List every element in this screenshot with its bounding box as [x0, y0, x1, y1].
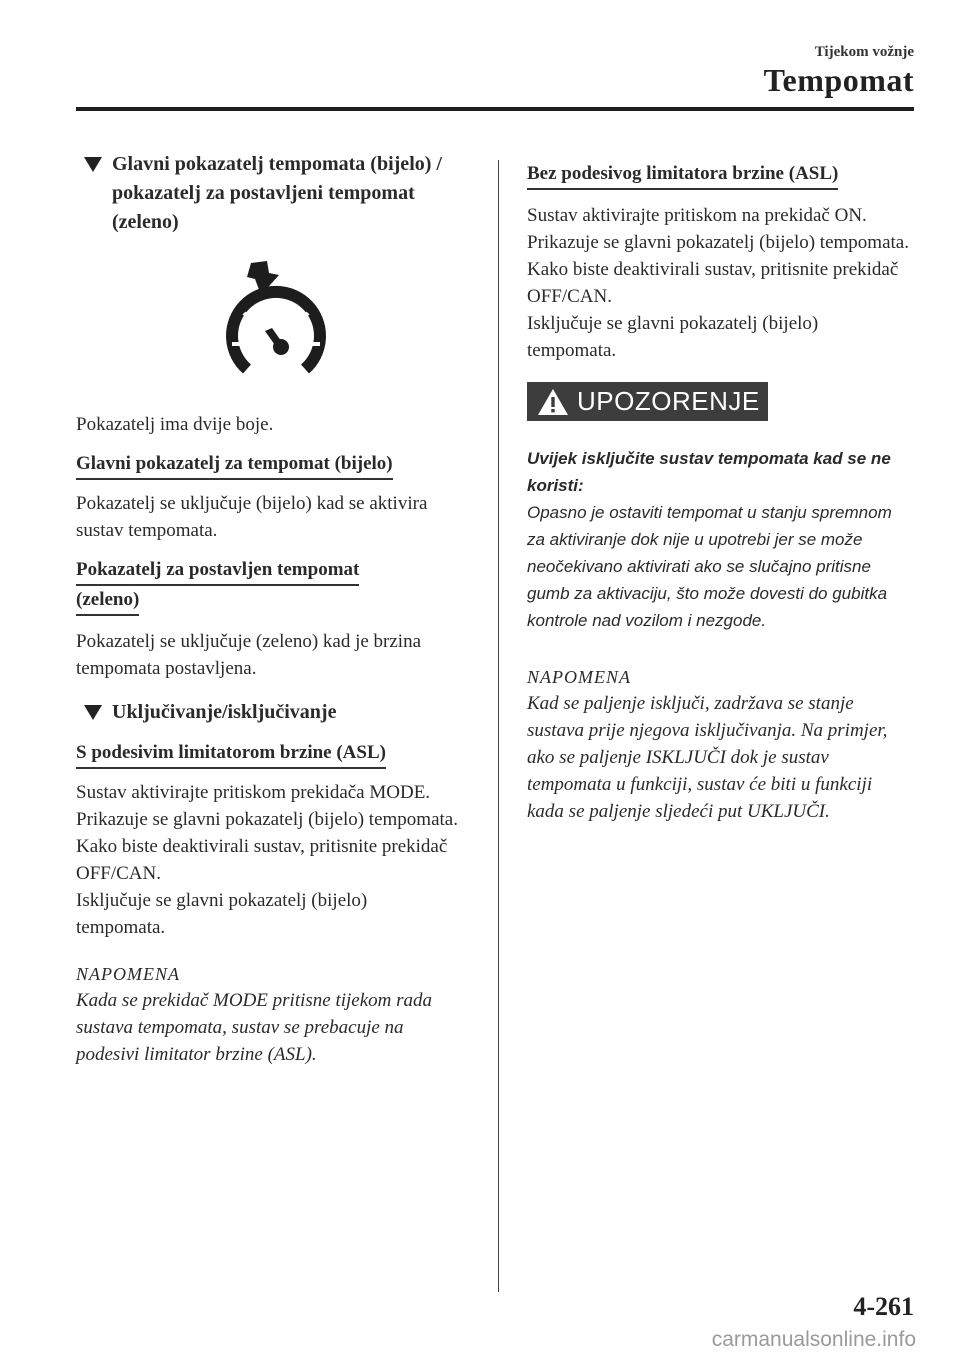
subheading-no-asl: Bez podesivog limitatora brzine (ASL) [527, 160, 838, 190]
paragraph-no-asl-1: Sustav aktivirajte pritiskom na prekidač ON. Prikazuje se glavni pokazatelj (bijelo) tempomata. [527, 205, 909, 253]
paragraph-asl-3: Isključuje se glavni pokazatelj (bijelo) tempomata. [76, 890, 368, 938]
section-heading-indicator [76, 150, 461, 237]
header-section: Tijekom vožnje [814, 44, 914, 60]
subheading-asl: S podesivim limitatorom brzine (ASL) [76, 739, 386, 769]
heading-text: Uključivanje/isključivanje [112, 701, 337, 723]
warning-body-text: Opasno je ostaviti tempomat u stanju spremnom za aktiviranje dok nije u upotrebi jer se može neočekivano aktivirati ako se slučajno pritisne gumb za aktivaciju, što može dovesti do gubitka kontrole nad vozilom i nezgode. [527, 503, 892, 630]
header-rule [76, 107, 914, 111]
cruise-control-indicator-icon [221, 261, 331, 391]
indicator-figure [76, 261, 461, 391]
paragraph-green: Pokazatelj se uključuje (zeleno) kad je brzina tempomata postavljena. [76, 631, 422, 679]
watermark: carmanualsonline.info [711, 1328, 916, 1351]
note-title: NAPOMENA [76, 964, 180, 984]
warning-triangle-icon [537, 388, 569, 416]
subheading-green-line1: Pokazatelj za postavljen tempomat [76, 556, 359, 586]
column-divider [498, 160, 499, 1292]
warning-label: UPOZORENJE [577, 386, 760, 416]
note-text: Kad se paljenje isključi, zadržava se stanje sustava prije njegova isključivanja. Na primjer, ako se paljenje ISKLJUČI dok je sustav tempomata u funkciji, sustav će biti u funkciji kada se paljenje sljedeći put UKLJUČI. [527, 693, 888, 822]
paragraph-asl-2: Kako biste deaktivirali sustav, pritisnite prekidač OFF/CAN. [76, 836, 448, 884]
paragraph-no-asl-2: Kako biste deaktivirali sustav, pritisnite prekidač OFF/CAN. [527, 259, 899, 307]
paragraph-asl-1: Sustav aktivirajte pritiskom prekidača MODE. Prikazuje se glavni pokazatelj (bijelo) tempomata. [76, 782, 458, 830]
triangle-bullet-icon [84, 705, 102, 720]
intro-text: Pokazatelj ima dvije boje. [76, 414, 274, 435]
triangle-bullet-icon [84, 157, 102, 172]
subheading-green-line2: (zeleno) [76, 586, 139, 616]
warning-badge [527, 382, 768, 421]
left-column [76, 150, 461, 1068]
right-column [527, 160, 912, 825]
page-number: 4-261 [853, 1292, 914, 1321]
section-heading-switch [76, 698, 461, 727]
note-title: NAPOMENA [527, 667, 631, 687]
note-text: Kada se prekidač MODE pritisne tijekom rada sustava tempomata, sustav se prebacuje na podesivi limitator brzine (ASL). [76, 990, 433, 1065]
paragraph-white: Pokazatelj se uključuje (bijelo) kad se aktivira sustav tempomata. [76, 493, 428, 541]
page-title: Tempomat [763, 62, 914, 98]
heading-text: Glavni pokazatelj tempomata (bijelo) / pokazatelj za postavljeni tempomat (zeleno) [112, 153, 442, 233]
paragraph-no-asl-3: Isključuje se glavni pokazatelj (bijelo) tempomata. [527, 313, 819, 361]
subheading-white: Glavni pokazatelj za tempomat (bijelo) [76, 450, 393, 480]
warning-bold-text: Uvijek isključite sustav tempomata kad se ne koristi: [527, 449, 891, 495]
